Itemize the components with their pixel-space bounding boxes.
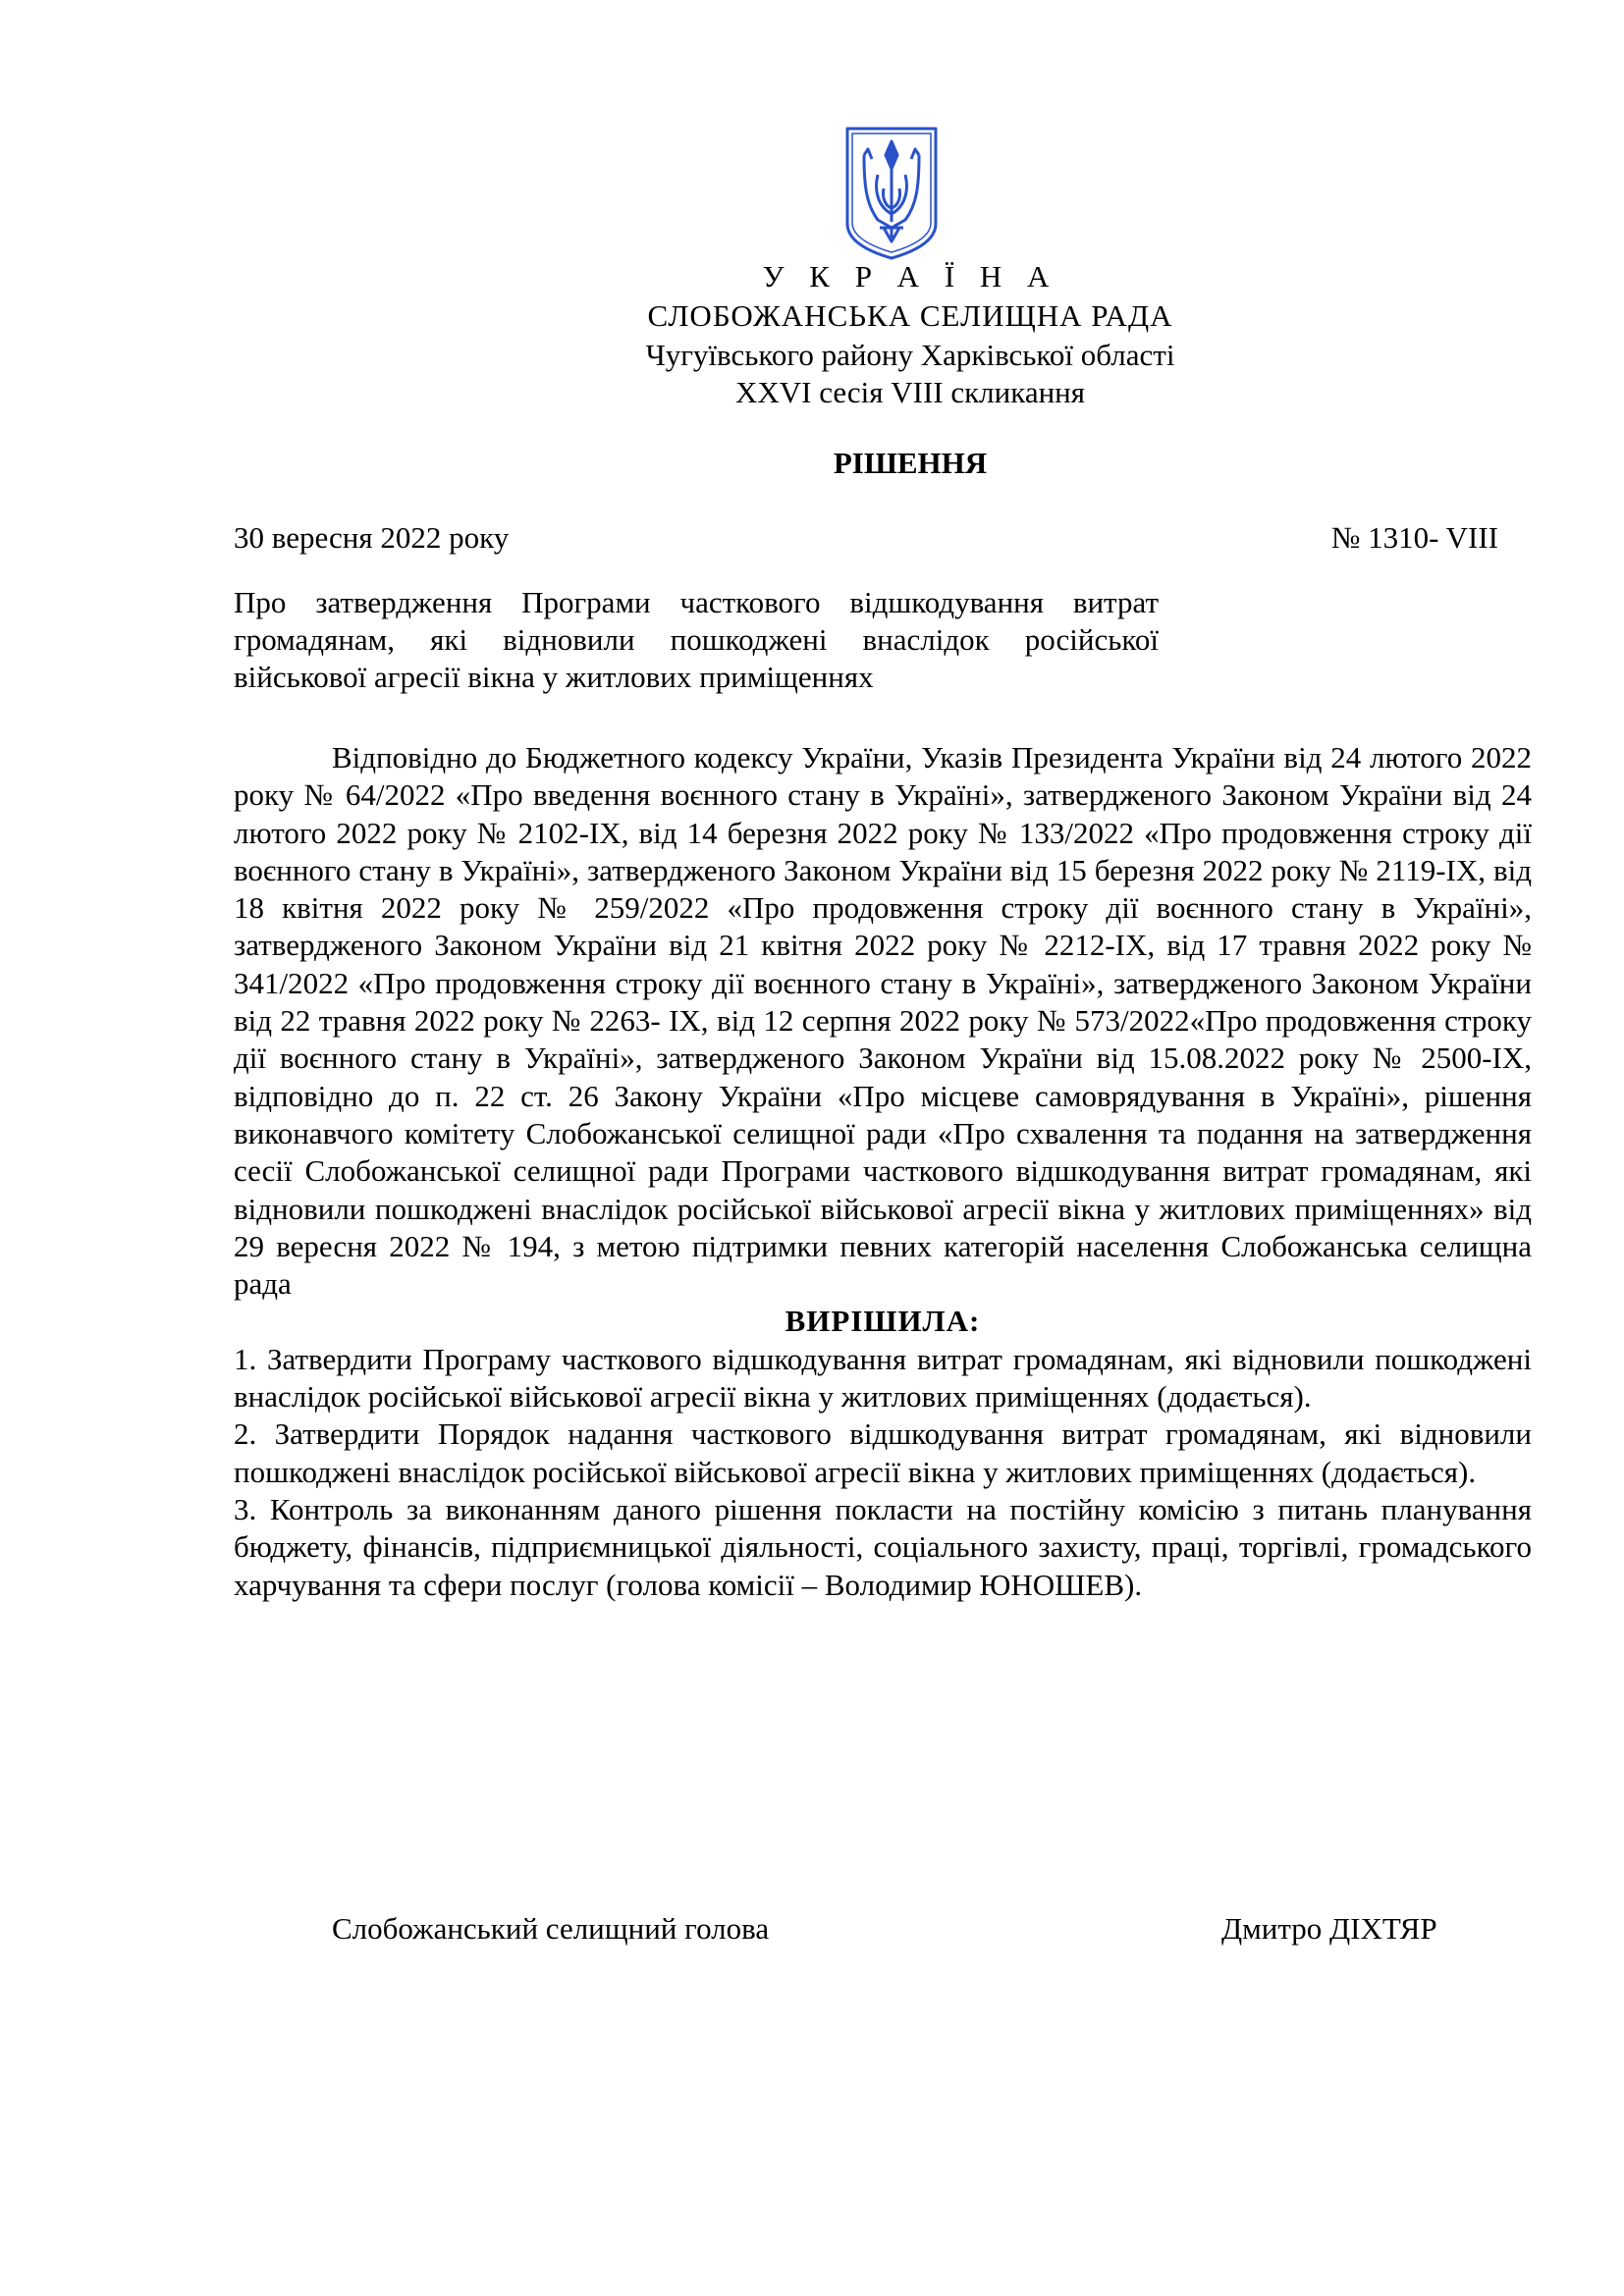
decision-date: 30 вересня 2022 року [234,520,510,555]
decision-subject: Про затвердження Програми часткового відшкодування витрат громадянам, які відновили пошкоджені внаслідок російської військової агресії вікна у житлових приміщеннях [234,585,1159,694]
session-info: XXVI сесія VIII скликання [734,375,1086,409]
decided-heading: ВИРІШИЛА: [785,1304,981,1339]
country-name: У К Р А Ї Н А [762,259,1058,294]
signatory-title: Слобожанський селищний голова [332,1911,770,1946]
decision-item-2: 2. Затвердити Порядок надання часткового відшкодування витрат громадянам, які відновили пошкоджені внаслідок російської військової агресії вікна у житлових приміщеннях (додається). [234,1416,1532,1489]
preamble-paragraph: Відповідно до Бюджетного кодексу України, Указів Президента України від 24 лютого 2022 року № 64/2022 «Про введення воєнного стану в Україні», затвердженого Законом України від 24 лютого 2022 року № 2102-IX, від 14 березня 2022 року № 133/2022 «Про продовження строку дії воєнного стану в Україні», затвердженого Законом України від 15 березня 2022 року № 2119-IX, від 18 квітня 2022 року № 259/2022 «Про продовження строку дії воєнного стану в Україні», затвердженого Законом України від 21 квітня 2022 року № 2212-IX, від 17 травня 2022 року № 341/2022 «Про продовження строку дії воєнного стану в Україні», затвердженого Законом України від 22 травня 2022 року № 2263- IX, від 12 серпня 2022 року № 573/2022«Про продовження строку дії воєнного стану в Україні», затвердженого Законом України від 15.08.2022 року № 2500-IX, відповідно до п. 22 ст. 26 Закону України «Про місцеве самоврядування в Україні», рішення виконавчого комітету Слобожанської селищної ради «Про схвалення та подання на затвердження сесії Слобожанської селищної ради Програми часткового відшкодування витрат громадянам, які відновили пошкоджені внаслідок російської військової агресії вікна у житлових приміщеннях» від 29 вересня 2022 № 194, з метою підтримки певних категорій населення Слобожанська селищна рада [234,740,1532,1302]
document-title: РІШЕННЯ [833,446,988,480]
signatory-name: Дмитро ДІХТЯР [1221,1911,1437,1946]
decision-body [234,739,1532,1604]
council-name: СЛОБОЖАНСЬКА СЕЛИЩНА РАДА [647,298,1173,333]
decision-item-3: 3. Контроль за виконанням даного рішення покласти на постійну комісію з питань планування бюджету, фінансів, підприємницької діяльності, соціального захисту, праці, торгівлі, громадського харчування та сфери послуг (голова комісії – Володимир ЮНОШЕВ). [234,1491,1532,1602]
district-name: Чугуївського району Харківської області [645,338,1175,372]
decision-item-1: 1. Затвердити Програму часткового відшкодування витрат громадянам, які відновили пошкоджені внаслідок російської військової агресії вікна у житлових приміщеннях (додається). [234,1341,1532,1415]
tryzub-emblem-icon [844,126,939,261]
decision-number: № 1310- VIII [1330,520,1498,555]
